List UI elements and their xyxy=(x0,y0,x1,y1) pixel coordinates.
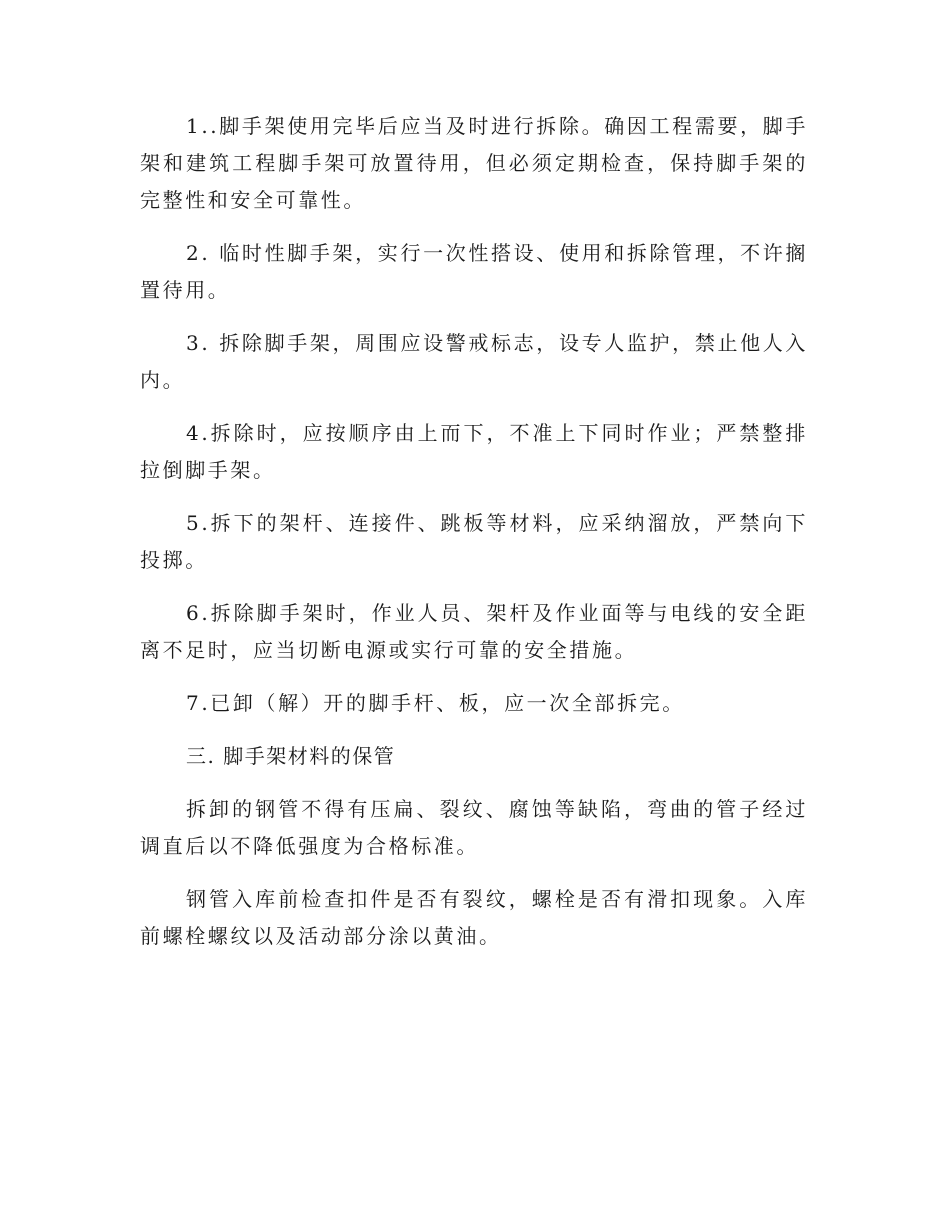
section-heading: 三. 脚手架材料的保管 xyxy=(186,744,396,768)
paragraph-4: 4.拆除时，应按顺序由上而下，不准上下同时作业；严禁整排拉倒脚手架。 xyxy=(140,421,808,482)
paragraph-8: 拆卸的钢管不得有压扁、裂纹、腐蚀等缺陷，弯曲的管子经过调直后以不降低强度为合格标准。 xyxy=(140,797,808,858)
paragraph-7: 7.已卸（解）开的脚手杆、板，应一次全部拆完。 xyxy=(186,691,685,715)
paragraph-3: 3. 拆除脚手架，周围应设警戒标志，设专人监护，禁止他人入内。 xyxy=(140,331,808,392)
paragraph-9: 钢管入库前检查扣件是否有裂纹，螺栓是否有滑扣现象。入库前螺栓螺纹以及活动部分涂以黄油。 xyxy=(140,887,808,948)
document-body xyxy=(140,108,808,971)
paragraph-1: 1..脚手架使用完毕后应当及时进行拆除。确因工程需要，脚手架和建筑工程脚手架可放置待用，但必须定期检查，保持脚手架的完整性和安全可靠性。 xyxy=(140,114,808,212)
paragraph-5: 5.拆下的架杆、连接件、跳板等材料，应采纳溜放，严禁向下投掷。 xyxy=(140,511,808,572)
paragraph-2: 2. 临时性脚手架，实行一次性搭设、使用和拆除管理，不许搁置待用。 xyxy=(140,241,808,302)
paragraph-6: 6.拆除脚手架时，作业人员、架杆及作业面等与电线的安全距离不足时，应当切断电源或实行可靠的安全措施。 xyxy=(140,601,808,662)
